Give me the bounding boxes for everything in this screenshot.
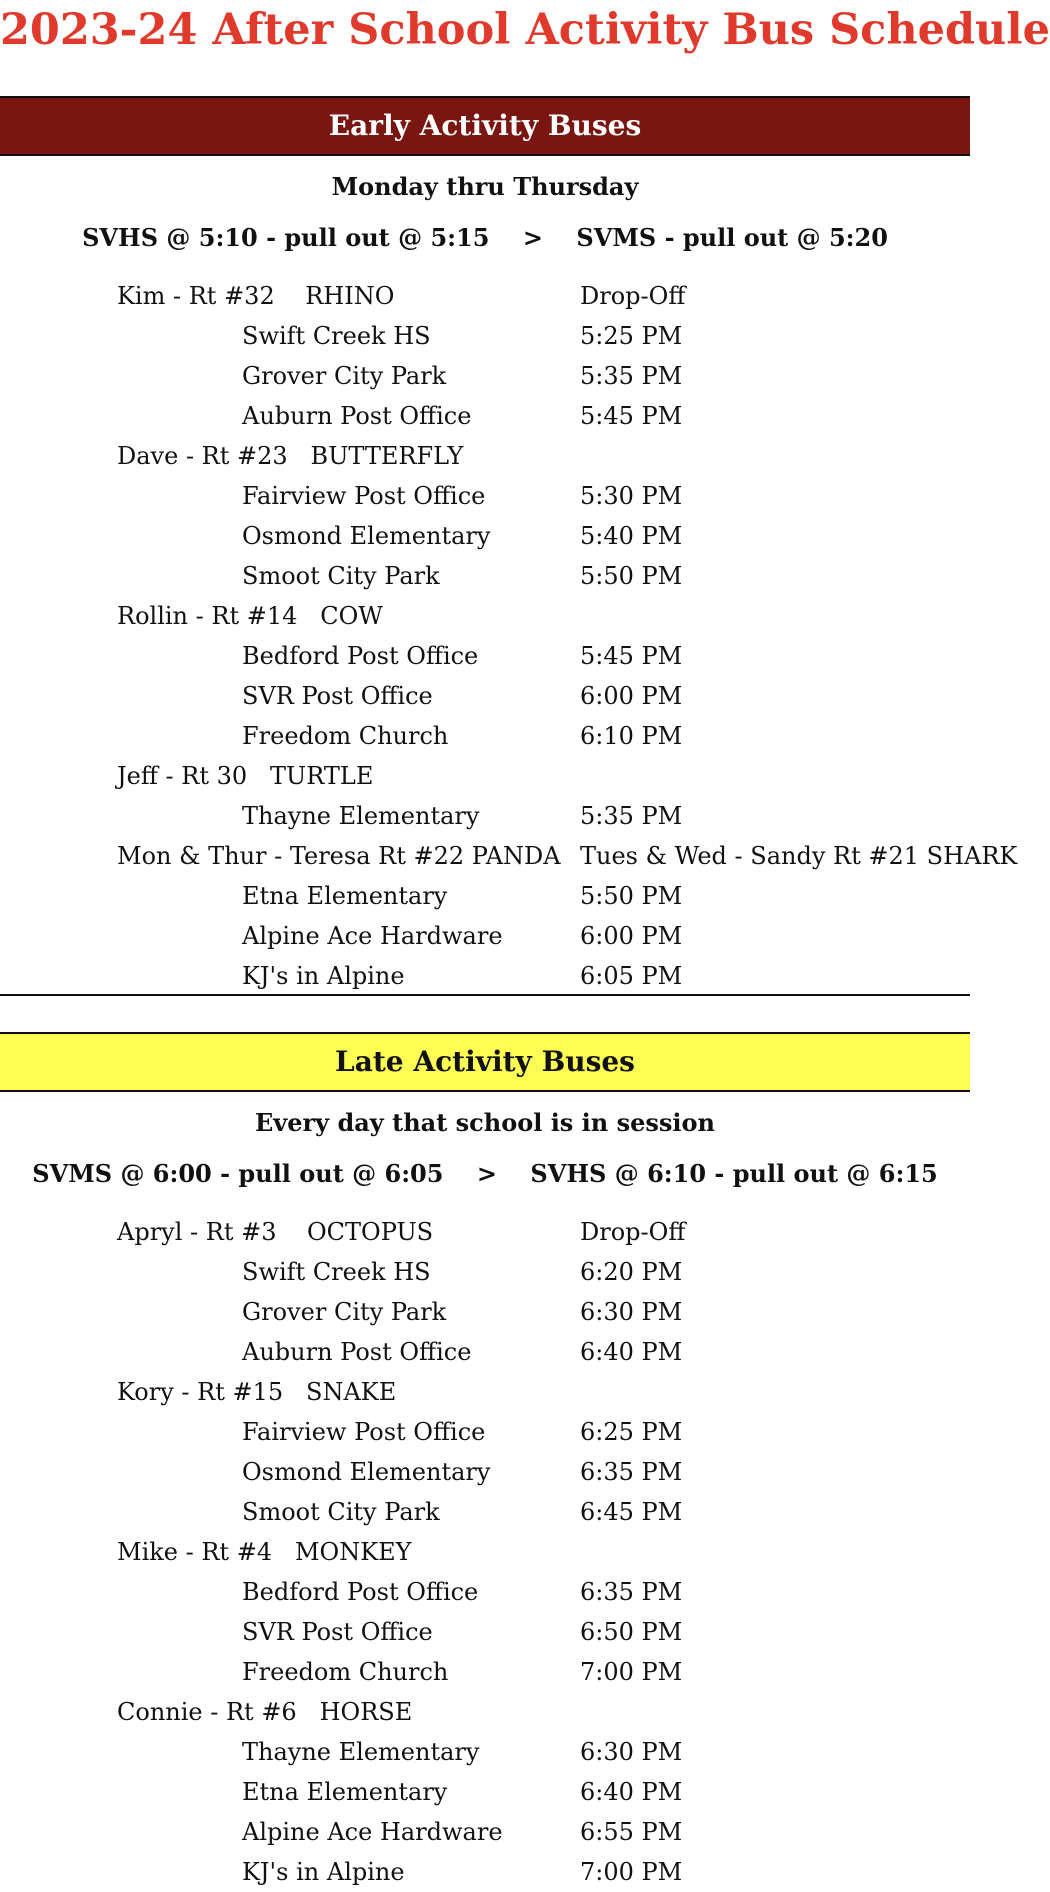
stop-name: Smoot City Park	[242, 562, 440, 590]
drop-off-time: 6:05 PM	[580, 962, 683, 990]
stop-row	[0, 1412, 970, 1452]
drop-off-time: 5:40 PM	[580, 522, 683, 550]
stop-row	[0, 516, 970, 556]
early-section-divider	[0, 994, 970, 996]
route-label: Apryl - Rt #3 OCTOPUS	[117, 1218, 434, 1246]
stop-name: Freedom Church	[242, 722, 449, 750]
route-label: Jeff - Rt 30 TURTLE	[117, 762, 374, 790]
stop-row	[0, 676, 970, 716]
stop-row	[0, 1812, 970, 1852]
drop-off-time: 6:10 PM	[580, 722, 683, 750]
route-header-row	[0, 1372, 970, 1412]
drop-off-time: 5:45 PM	[580, 402, 683, 430]
stop-row	[0, 1852, 970, 1892]
stop-row	[0, 356, 970, 396]
drop-off-time: 6:50 PM	[580, 1618, 683, 1646]
late-days-line: Every day that school is in session	[255, 1108, 715, 1137]
route-header-row	[0, 1212, 970, 1252]
stop-name: Etna Elementary	[242, 882, 448, 910]
early-schedule	[0, 276, 1018, 996]
drop-off-time: 5:35 PM	[580, 802, 683, 830]
stop-row	[0, 396, 970, 436]
stop-row	[0, 716, 970, 756]
drop-off-time: 7:00 PM	[580, 1658, 683, 1686]
stop-row	[0, 956, 970, 996]
stop-name: Fairview Post Office	[242, 482, 486, 510]
stop-row	[0, 796, 970, 836]
drop-off-time: 5:25 PM	[580, 322, 683, 350]
stop-name: SVR Post Office	[242, 682, 433, 710]
stop-row	[0, 316, 970, 356]
drop-off-time: 5:50 PM	[580, 882, 683, 910]
stop-row	[0, 1612, 970, 1652]
late-timing-line: SVMS @ 6:00 - pull out @ 6:05 > SVHS @ 6:10 - pull out @ 6:15	[32, 1159, 938, 1188]
drop-off-time: 6:45 PM	[580, 1498, 683, 1526]
stop-name: Auburn Post Office	[242, 402, 472, 430]
stop-name: Thayne Elementary	[242, 1738, 480, 1766]
drop-off-time: 6:35 PM	[580, 1458, 683, 1486]
stop-name: Freedom Church	[242, 1658, 449, 1686]
drop-off-time: 5:45 PM	[580, 642, 683, 670]
route-header-row	[0, 1692, 970, 1732]
stop-name: Bedford Post Office	[242, 1578, 479, 1606]
early-timing-line: SVHS @ 5:10 - pull out @ 5:15 > SVMS - pull out @ 5:20	[82, 223, 888, 252]
late-schedule	[0, 1212, 970, 1892]
stop-row	[0, 1452, 970, 1492]
drop-off-time: 6:00 PM	[580, 922, 683, 950]
drop-off-time: 6:40 PM	[580, 1338, 683, 1366]
stop-name: Bedford Post Office	[242, 642, 479, 670]
stop-name: Osmond Elementary	[242, 1458, 491, 1486]
route-label: Kim - Rt #32 RHINO	[117, 282, 395, 310]
drop-off-time: 6:20 PM	[580, 1258, 683, 1286]
drop-off-time: 6:25 PM	[580, 1418, 683, 1446]
stop-name: Smoot City Park	[242, 1498, 440, 1526]
route-label: Connie - Rt #6 HORSE	[117, 1698, 413, 1726]
drop-off-time: 5:30 PM	[580, 482, 683, 510]
early-days-line: Monday thru Thursday	[331, 172, 639, 201]
stop-name: Swift Creek HS	[242, 1258, 431, 1286]
drop-off-time: 5:35 PM	[580, 362, 683, 390]
stop-name: SVR Post Office	[242, 1618, 433, 1646]
stop-row	[0, 1292, 970, 1332]
route-header-row	[0, 276, 970, 316]
stop-row	[0, 1492, 970, 1532]
route-label: Rollin - Rt #14 COW	[117, 602, 383, 630]
route-label: Mon & Thur - Teresa Rt #22 PANDA	[117, 842, 561, 870]
stop-name: Alpine Ace Hardware	[242, 922, 503, 950]
early-section-banner: Early Activity Buses	[0, 96, 970, 156]
late-section-banner: Late Activity Buses	[0, 1032, 970, 1092]
route-label: Dave - Rt #23 BUTTERFLY	[117, 442, 464, 470]
stop-row	[0, 916, 970, 956]
stop-name: Etna Elementary	[242, 1778, 448, 1806]
drop-off-time: 6:00 PM	[580, 682, 683, 710]
stop-name: Swift Creek HS	[242, 322, 431, 350]
drop-off-time: 7:00 PM	[580, 1858, 683, 1886]
drop-off-time: Tues & Wed - Sandy Rt #21 SHARK	[580, 842, 1018, 870]
stop-name: Alpine Ace Hardware	[242, 1818, 503, 1846]
route-header-row	[0, 836, 1018, 876]
drop-off-time: 6:55 PM	[580, 1818, 683, 1846]
route-label: Kory - Rt #15 SNAKE	[117, 1378, 397, 1406]
route-label: Mike - Rt #4 MONKEY	[117, 1538, 412, 1566]
stop-name: Auburn Post Office	[242, 1338, 472, 1366]
drop-off-time: 6:30 PM	[580, 1298, 683, 1326]
stop-row	[0, 1732, 970, 1772]
drop-off-time: Drop-Off	[580, 1218, 686, 1246]
stop-name: Osmond Elementary	[242, 522, 491, 550]
stop-row	[0, 556, 970, 596]
stop-row	[0, 1572, 970, 1612]
stop-name: Fairview Post Office	[242, 1418, 486, 1446]
stop-row	[0, 1332, 970, 1372]
drop-off-time: 5:50 PM	[580, 562, 683, 590]
drop-off-time: 6:35 PM	[580, 1578, 683, 1606]
stop-name: Grover City Park	[242, 362, 447, 390]
stop-row	[0, 1252, 970, 1292]
stop-row	[0, 1652, 970, 1692]
stop-name: Grover City Park	[242, 1298, 447, 1326]
route-header-row	[0, 756, 970, 796]
stop-row	[0, 636, 970, 676]
stop-name: KJ's in Alpine	[242, 962, 405, 990]
stop-name: KJ's in Alpine	[242, 1858, 405, 1886]
drop-off-time: Drop-Off	[580, 282, 686, 310]
stop-row	[0, 876, 970, 916]
stop-row	[0, 1772, 970, 1812]
stop-name: Thayne Elementary	[242, 802, 480, 830]
drop-off-time: 6:30 PM	[580, 1738, 683, 1766]
drop-off-time: 6:40 PM	[580, 1778, 683, 1806]
page-title: 2023-24 After School Activity Bus Schedule	[0, 5, 1050, 55]
route-header-row	[0, 436, 970, 476]
stop-row	[0, 476, 970, 516]
route-header-row	[0, 1532, 970, 1572]
route-header-row	[0, 596, 970, 636]
